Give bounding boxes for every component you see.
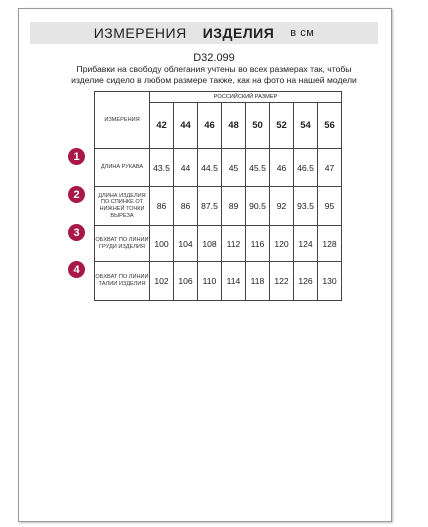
fit-note-line-2: изделие сидело в любом размере также, как на фото на нашей модели bbox=[71, 75, 357, 85]
table-cell: 106 bbox=[174, 262, 198, 301]
row-label-back-length: ДЛИНА ИЗДЕЛИЯ ПО СПИНКЕ ОТ НИЖНЕЙ ТОЧКИ ВЫРЕЗА bbox=[95, 187, 150, 226]
table-row bbox=[95, 262, 342, 301]
product-code: D32.099 bbox=[193, 52, 235, 64]
row-number-badge-1: 1 bbox=[68, 148, 85, 165]
table-cell: 45.5 bbox=[246, 149, 270, 187]
table-cell: 108 bbox=[198, 226, 222, 262]
table-cell: 87.5 bbox=[198, 187, 222, 226]
table-cell: 128 bbox=[318, 226, 342, 262]
table-cell: 124 bbox=[294, 226, 318, 262]
table-cell: 43.5 bbox=[150, 149, 174, 187]
table-cell: 90.5 bbox=[246, 187, 270, 226]
title-bar bbox=[30, 22, 378, 44]
table-cell: 112 bbox=[222, 226, 246, 262]
size-header: 48 bbox=[222, 103, 246, 149]
fit-note-line-1: Прибавки на свободу облегания учтены во всех размерах так, чтобы bbox=[76, 64, 352, 74]
table-cell: 130 bbox=[318, 262, 342, 301]
table-cell: 47 bbox=[318, 149, 342, 187]
table-cell: 116 bbox=[246, 226, 270, 262]
corner-label: ИЗМЕРЕНИЯ bbox=[95, 92, 150, 149]
size-header: 52 bbox=[270, 103, 294, 149]
table-cell: 44 bbox=[174, 149, 198, 187]
table-cell: 89 bbox=[222, 187, 246, 226]
table-cell: 46 bbox=[270, 149, 294, 187]
table-cell: 122 bbox=[270, 262, 294, 301]
row-label-waist-girth: ОБХВАТ ПО ЛИНИИ ТАЛИИ ИЗДЕЛИЯ bbox=[95, 262, 150, 301]
row-label-chest-girth: ОБХВАТ ПО ЛИНИИ ГРУДИ ИЗДЕЛИЯ bbox=[95, 226, 150, 262]
table-cell: 92 bbox=[270, 187, 294, 226]
table-cell: 114 bbox=[222, 262, 246, 301]
table-cell: 126 bbox=[294, 262, 318, 301]
table-row bbox=[95, 187, 342, 226]
table-cell: 110 bbox=[198, 262, 222, 301]
table-cell: 86 bbox=[150, 187, 174, 226]
table-row bbox=[95, 149, 342, 187]
table-cell: 44.5 bbox=[198, 149, 222, 187]
title-word-measurements: ИЗМЕРЕНИЯ bbox=[93, 25, 187, 41]
table-cell: 104 bbox=[174, 226, 198, 262]
table-cell: 46.5 bbox=[294, 149, 318, 187]
row-number-badge-2: 2 bbox=[68, 186, 85, 203]
table-cell: 102 bbox=[150, 262, 174, 301]
size-header: 54 bbox=[294, 103, 318, 149]
size-header: 42 bbox=[150, 103, 174, 149]
size-group-label: РОССИЙСКИЙ РАЗМЕР bbox=[150, 92, 342, 103]
row-number-badge-4: 4 bbox=[68, 261, 85, 278]
table-cell: 100 bbox=[150, 226, 174, 262]
size-header: 56 bbox=[318, 103, 342, 149]
table-cell: 120 bbox=[270, 226, 294, 262]
size-header: 50 bbox=[246, 103, 270, 149]
size-header: 46 bbox=[198, 103, 222, 149]
title-word-item: ИЗДЕЛИЯ bbox=[202, 25, 275, 41]
table-cell: 45 bbox=[222, 149, 246, 187]
table-cell: 95 bbox=[318, 187, 342, 226]
title-unit: в см bbox=[290, 27, 315, 39]
row-number-badge-3: 3 bbox=[68, 224, 85, 241]
table-row bbox=[95, 226, 342, 262]
row-label-sleeve-length: ДЛИНА РУКАВА bbox=[95, 149, 150, 187]
table-cell: 118 bbox=[246, 262, 270, 301]
table-header-row-1 bbox=[95, 92, 342, 103]
size-header: 44 bbox=[174, 103, 198, 149]
size-table bbox=[94, 91, 342, 301]
fit-note bbox=[40, 64, 388, 86]
table-cell: 93.5 bbox=[294, 187, 318, 226]
table-cell: 86 bbox=[174, 187, 198, 226]
